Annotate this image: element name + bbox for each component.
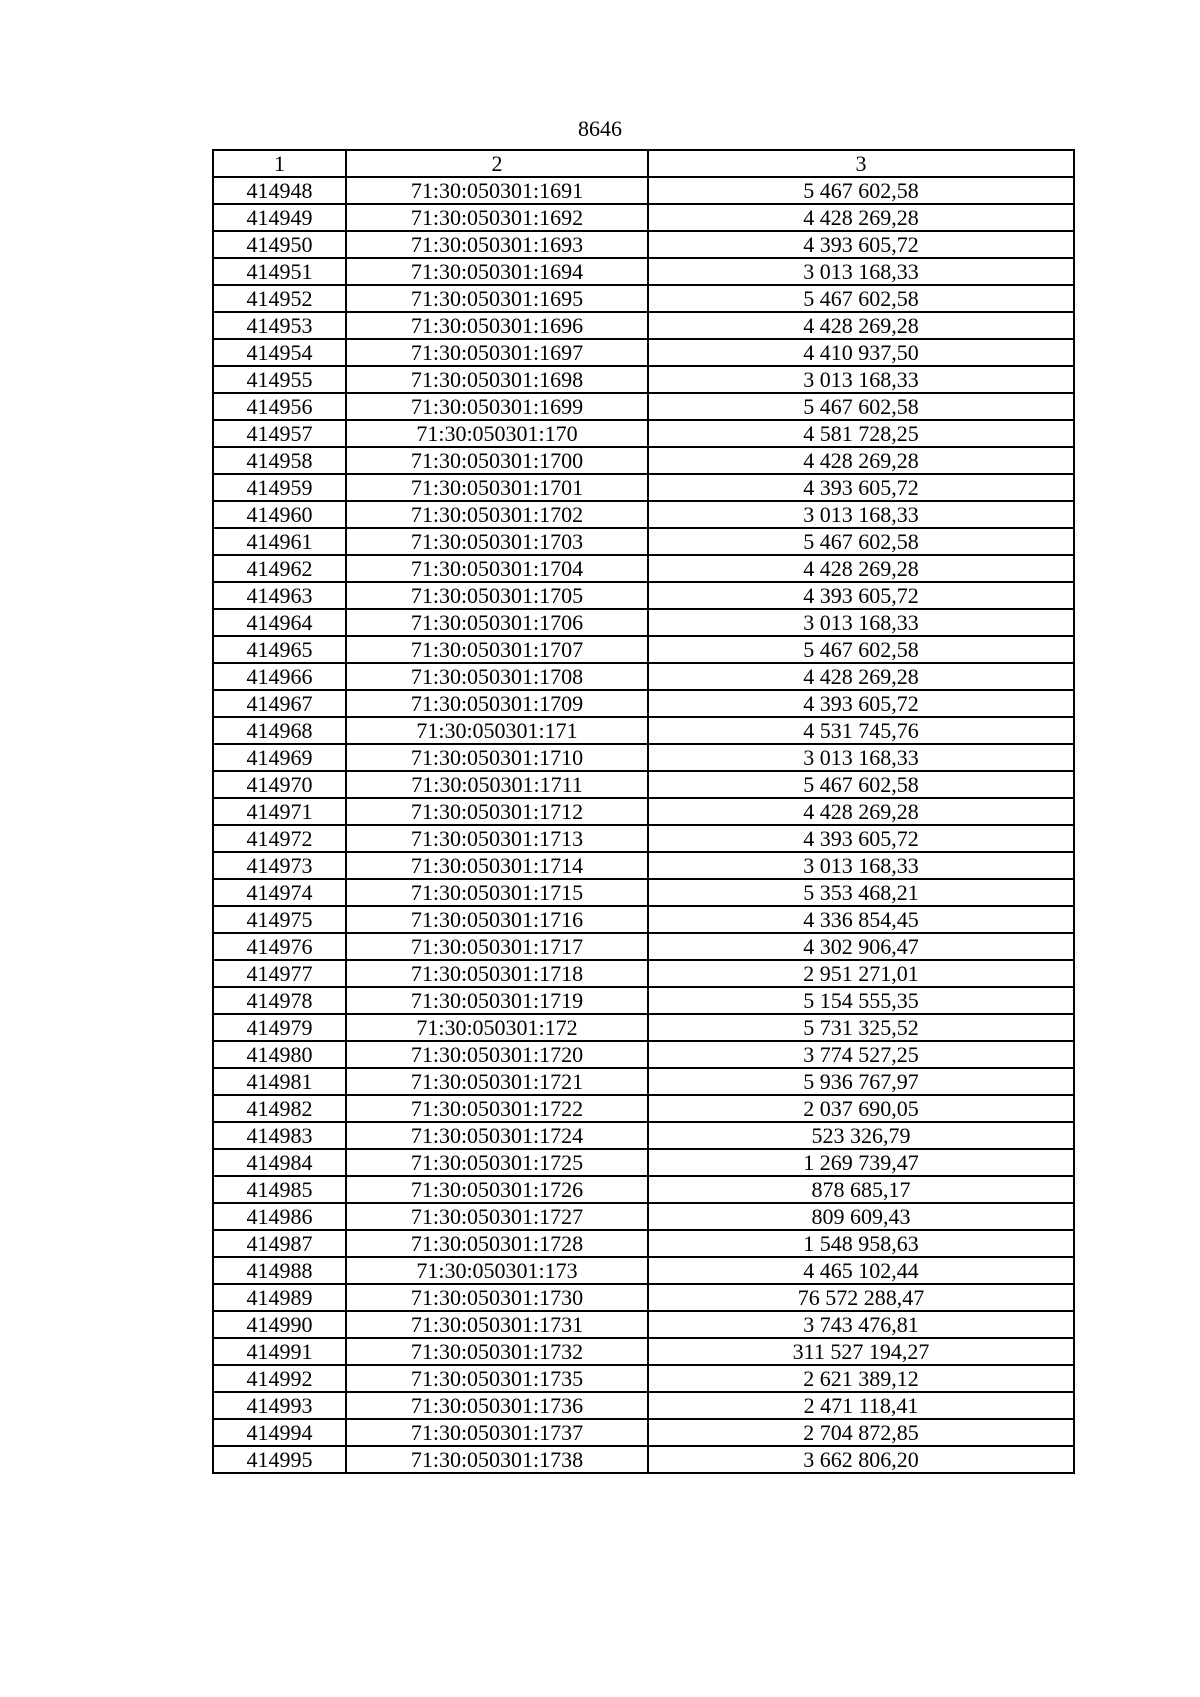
row-number-cell: 414965 [213,636,346,663]
table-row [213,771,1074,798]
row-number-cell: 414975 [213,906,346,933]
value-cell: 4 410 937,50 [648,339,1074,366]
table-row [213,1365,1074,1392]
value-cell: 1 548 958,63 [648,1230,1074,1257]
cadastral-number-cell: 71:30:050301:170 [346,420,648,447]
cadastral-number-cell: 71:30:050301:1719 [346,987,648,1014]
value-cell: 4 393 605,72 [648,582,1074,609]
value-cell: 5 467 602,58 [648,771,1074,798]
table-row [213,582,1074,609]
cadastral-number-cell: 71:30:050301:172 [346,1014,648,1041]
table-row [213,447,1074,474]
table-row [213,1014,1074,1041]
page-number: 8646 [578,116,622,141]
column-header-2: 2 [346,150,648,177]
row-number-cell: 414955 [213,366,346,393]
table-row [213,1284,1074,1311]
value-cell: 2 704 872,85 [648,1419,1074,1446]
table-row [213,285,1074,312]
value-cell: 311 527 194,27 [648,1338,1074,1365]
value-cell: 5 467 602,58 [648,177,1074,204]
row-number-cell: 414984 [213,1149,346,1176]
column-header-3: 3 [648,150,1074,177]
value-cell: 4 581 728,25 [648,420,1074,447]
cadastral-number-cell: 71:30:050301:1704 [346,555,648,582]
value-cell: 4 465 102,44 [648,1257,1074,1284]
row-number-cell: 414974 [213,879,346,906]
table-row [213,474,1074,501]
table-row [213,231,1074,258]
row-number-cell: 414978 [213,987,346,1014]
header-row [213,150,1074,177]
row-number-cell: 414994 [213,1419,346,1446]
table-row [213,1446,1074,1473]
row-number-cell: 414985 [213,1176,346,1203]
cadastral-number-cell: 71:30:050301:1710 [346,744,648,771]
row-number-cell: 414986 [213,1203,346,1230]
value-cell: 3 743 476,81 [648,1311,1074,1338]
value-cell: 4 428 269,28 [648,204,1074,231]
table-row [213,366,1074,393]
value-cell: 4 531 745,76 [648,717,1074,744]
cadastral-number-cell: 71:30:050301:1714 [346,852,648,879]
table-row [213,1230,1074,1257]
row-number-cell: 414967 [213,690,346,717]
table-row [213,663,1074,690]
row-number-cell: 414979 [213,1014,346,1041]
value-cell: 2 621 389,12 [648,1365,1074,1392]
row-number-cell: 414957 [213,420,346,447]
table-row [213,501,1074,528]
cadastral-number-cell: 71:30:050301:1709 [346,690,648,717]
row-number-cell: 414971 [213,798,346,825]
value-cell: 5 731 325,52 [648,1014,1074,1041]
column-header-1: 1 [213,150,346,177]
value-cell: 5 467 602,58 [648,285,1074,312]
value-cell: 4 428 269,28 [648,555,1074,582]
row-number-cell: 414976 [213,933,346,960]
row-number-cell: 414995 [213,1446,346,1473]
table-row [213,177,1074,204]
cadastral-number-cell: 71:30:050301:1695 [346,285,648,312]
table-row [213,852,1074,879]
value-cell: 2 471 118,41 [648,1392,1074,1419]
row-number-cell: 414950 [213,231,346,258]
table-row [213,960,1074,987]
row-number-cell: 414983 [213,1122,346,1149]
row-number-cell: 414973 [213,852,346,879]
cadastral-number-cell: 71:30:050301:1717 [346,933,648,960]
cadastral-number-cell: 71:30:050301:1703 [346,528,648,555]
row-number-cell: 414990 [213,1311,346,1338]
table-row [213,393,1074,420]
row-number-cell: 414961 [213,528,346,555]
value-cell: 4 428 269,28 [648,798,1074,825]
row-number-cell: 414949 [213,204,346,231]
row-number-cell: 414954 [213,339,346,366]
cadastral-number-cell: 71:30:050301:1732 [346,1338,648,1365]
value-cell: 4 393 605,72 [648,825,1074,852]
table-row [213,1095,1074,1122]
cadastral-number-cell: 71:30:050301:1730 [346,1284,648,1311]
value-cell: 878 685,17 [648,1176,1074,1203]
table-row [213,312,1074,339]
row-number-cell: 414962 [213,555,346,582]
cadastral-number-cell: 71:30:050301:1716 [346,906,648,933]
value-cell: 4 393 605,72 [648,231,1074,258]
row-number-cell: 414948 [213,177,346,204]
table-row [213,1257,1074,1284]
table-row [213,258,1074,285]
value-cell: 3 774 527,25 [648,1041,1074,1068]
cadastral-number-cell: 71:30:050301:1708 [346,663,648,690]
table-row [213,987,1074,1014]
row-number-cell: 414993 [213,1392,346,1419]
cadastral-number-cell: 71:30:050301:1691 [346,177,648,204]
table-row [213,204,1074,231]
table-row [213,690,1074,717]
cadastral-number-cell: 71:30:050301:173 [346,1257,648,1284]
table-row [213,636,1074,663]
value-cell: 3 013 168,33 [648,258,1074,285]
row-number-cell: 414958 [213,447,346,474]
table-row [213,1176,1074,1203]
value-cell: 3 013 168,33 [648,852,1074,879]
value-cell: 3 013 168,33 [648,366,1074,393]
table-row [213,1392,1074,1419]
value-cell: 4 428 269,28 [648,447,1074,474]
table-row [213,825,1074,852]
value-cell: 5 936 767,97 [648,1068,1074,1095]
cadastral-number-cell: 71:30:050301:1712 [346,798,648,825]
table-row [213,555,1074,582]
value-cell: 5 467 602,58 [648,528,1074,555]
table-row [213,420,1074,447]
cadastral-number-cell: 71:30:050301:1705 [346,582,648,609]
row-number-cell: 414988 [213,1257,346,1284]
row-number-cell: 414952 [213,285,346,312]
value-cell: 5 353 468,21 [648,879,1074,906]
cadastral-number-cell: 71:30:050301:1692 [346,204,648,231]
row-number-cell: 414981 [213,1068,346,1095]
cadastral-number-cell: 71:30:050301:1718 [346,960,648,987]
row-number-cell: 414977 [213,960,346,987]
table-row [213,1149,1074,1176]
table-row [213,1419,1074,1446]
row-number-cell: 414970 [213,771,346,798]
table-row [213,879,1074,906]
row-number-cell: 414987 [213,1230,346,1257]
cadastral-number-cell: 71:30:050301:1727 [346,1203,648,1230]
cadastral-number-cell: 71:30:050301:1722 [346,1095,648,1122]
table-row [213,717,1074,744]
cadastral-number-cell: 71:30:050301:1738 [346,1446,648,1473]
table-row [213,744,1074,771]
cadastral-number-cell: 71:30:050301:1707 [346,636,648,663]
table-body [213,177,1074,1473]
row-number-cell: 414959 [213,474,346,501]
row-number-cell: 414989 [213,1284,346,1311]
cadastral-number-cell: 71:30:050301:1706 [346,609,648,636]
value-cell: 4 393 605,72 [648,474,1074,501]
value-cell: 5 467 602,58 [648,636,1074,663]
cadastral-number-cell: 71:30:050301:1726 [346,1176,648,1203]
cadastral-number-cell: 71:30:050301:1715 [346,879,648,906]
value-cell: 2 037 690,05 [648,1095,1074,1122]
cadastral-number-cell: 71:30:050301:1725 [346,1149,648,1176]
value-cell: 1 269 739,47 [648,1149,1074,1176]
row-number-cell: 414972 [213,825,346,852]
value-cell: 4 428 269,28 [648,663,1074,690]
row-number-cell: 414956 [213,393,346,420]
row-number-cell: 414969 [213,744,346,771]
cadastral-number-cell: 71:30:050301:1711 [346,771,648,798]
cadastral-number-cell: 71:30:050301:1731 [346,1311,648,1338]
value-cell: 3 013 168,33 [648,744,1074,771]
cadastral-number-cell: 71:30:050301:1700 [346,447,648,474]
value-cell: 5 154 555,35 [648,987,1074,1014]
row-number-cell: 414963 [213,582,346,609]
row-number-cell: 414966 [213,663,346,690]
cadastral-number-cell: 71:30:050301:1737 [346,1419,648,1446]
cadastral-number-cell: 71:30:050301:1721 [346,1068,648,1095]
row-number-cell: 414964 [213,609,346,636]
row-number-cell: 414980 [213,1041,346,1068]
table-row [213,906,1074,933]
value-cell: 76 572 288,47 [648,1284,1074,1311]
cadastral-number-cell: 71:30:050301:1698 [346,366,648,393]
cadastral-number-cell: 71:30:050301:1728 [346,1230,648,1257]
row-number-cell: 414992 [213,1365,346,1392]
cadastral-number-cell: 71:30:050301:1701 [346,474,648,501]
cadastral-number-cell: 71:30:050301:1702 [346,501,648,528]
value-cell: 2 951 271,01 [648,960,1074,987]
cadastral-number-cell: 71:30:050301:1713 [346,825,648,852]
cadastral-number-cell: 71:30:050301:1736 [346,1392,648,1419]
cadastral-number-cell: 71:30:050301:171 [346,717,648,744]
table-row [213,1122,1074,1149]
cadastral-number-cell: 71:30:050301:1699 [346,393,648,420]
cadastral-number-cell: 71:30:050301:1696 [346,312,648,339]
value-cell: 523 326,79 [648,1122,1074,1149]
value-cell: 4 428 269,28 [648,312,1074,339]
table-row [213,1041,1074,1068]
table-row [213,528,1074,555]
row-number-cell: 414968 [213,717,346,744]
row-number-cell: 414951 [213,258,346,285]
value-cell: 4 393 605,72 [648,690,1074,717]
cadastral-number-cell: 71:30:050301:1693 [346,231,648,258]
table-row [213,1311,1074,1338]
value-cell: 809 609,43 [648,1203,1074,1230]
value-cell: 4 336 854,45 [648,906,1074,933]
table-row [213,1203,1074,1230]
row-number-cell: 414960 [213,501,346,528]
registry-table [212,149,1075,1474]
cadastral-number-cell: 71:30:050301:1735 [346,1365,648,1392]
cadastral-number-cell: 71:30:050301:1697 [346,339,648,366]
value-cell: 3 013 168,33 [648,609,1074,636]
table-row [213,339,1074,366]
cadastral-number-cell: 71:30:050301:1724 [346,1122,648,1149]
cadastral-number-cell: 71:30:050301:1694 [346,258,648,285]
table-row [213,609,1074,636]
value-cell: 4 302 906,47 [648,933,1074,960]
table-row [213,798,1074,825]
cadastral-number-cell: 71:30:050301:1720 [346,1041,648,1068]
value-cell: 5 467 602,58 [648,393,1074,420]
row-number-cell: 414953 [213,312,346,339]
row-number-cell: 414991 [213,1338,346,1365]
table-row [213,1338,1074,1365]
value-cell: 3 013 168,33 [648,501,1074,528]
table-row [213,933,1074,960]
row-number-cell: 414982 [213,1095,346,1122]
value-cell: 3 662 806,20 [648,1446,1074,1473]
table-row [213,1068,1074,1095]
